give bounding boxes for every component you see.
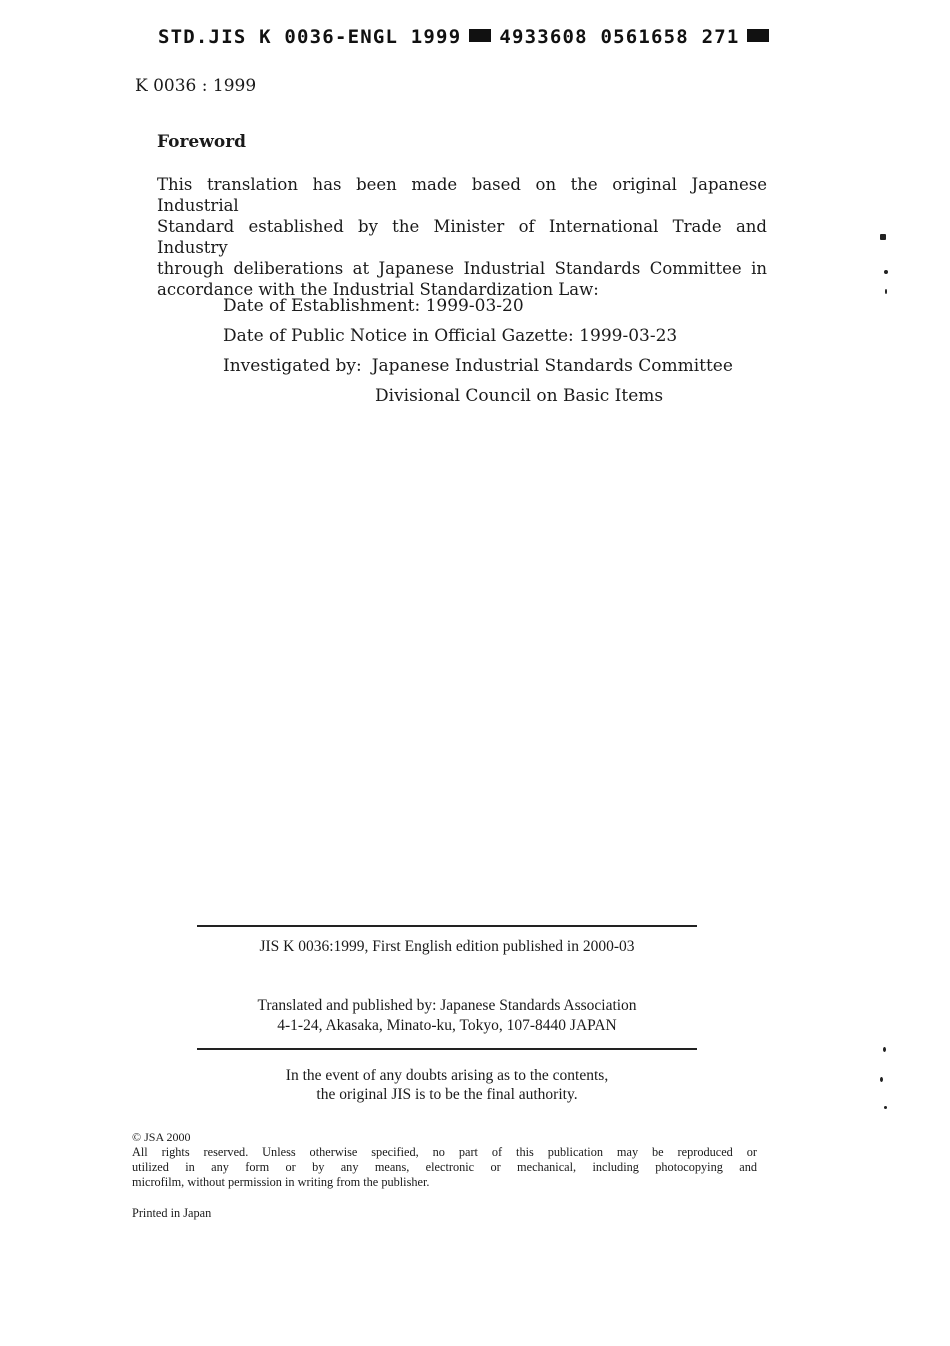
scan-speck — [884, 270, 888, 274]
foreword-line: through deliberations at Japanese Industrial Standards Committee in — [157, 259, 767, 278]
copyright-notice: © JSA 2000 — [132, 1130, 191, 1144]
divider-bottom — [197, 1048, 697, 1050]
investigated-by-council: Divisional Council on Basic Items — [375, 386, 664, 406]
publisher-line-1: Translated and published by: Japanese Standards Association — [257, 997, 637, 1014]
rights-line: microfilm, without permission in writing from the publisher. — [132, 1175, 430, 1189]
authority-note-line-2: the original JIS is to be the final authority. — [316, 1086, 578, 1103]
rights-line: All rights reserved. Unless otherwise specified, no part of this publication may be reproduced or — [132, 1145, 757, 1159]
printed-in: Printed in Japan — [132, 1206, 212, 1220]
scan-speck — [883, 1047, 886, 1052]
scan-speck — [880, 1077, 883, 1082]
publisher-address: 4-1-24, Akasaka, Minato-ku, Tokyo, 107-8440 JAPAN — [277, 1017, 617, 1034]
stamp-block-mark — [469, 29, 491, 42]
rights-statement — [132, 1145, 757, 1190]
date-of-public-notice: Date of Public Notice in Official Gazette: 1999-03-23 — [223, 326, 678, 346]
document-number: K 0036 : 1999 — [135, 76, 257, 96]
foreword-line: This translation has been made based on the original Japanese Industrial — [157, 175, 767, 215]
divider-top — [197, 925, 697, 927]
scan-speck — [885, 289, 887, 294]
foreword-line: accordance with the Industrial Standardization Law: — [157, 280, 599, 299]
authority-note-line-1: In the event of any doubts arising as to the contents, — [285, 1067, 609, 1084]
stamp-block-mark — [747, 29, 769, 42]
investigated-by-label: Investigated by: — [223, 356, 362, 376]
stamp-left: STD.JIS K 0036-ENGL 1999 — [158, 26, 462, 48]
rights-line: utilized in any form or by any means, electronic or mechanical, including photocopying and — [132, 1160, 757, 1174]
foreword-line: Standard established by the Minister of International Trade and Industry — [157, 217, 767, 257]
foreword-paragraph — [157, 174, 767, 300]
date-of-establishment: Date of Establishment: 1999-03-20 — [223, 296, 524, 316]
scan-speck — [880, 234, 886, 240]
scan-speck — [884, 1106, 887, 1109]
investigated-by — [223, 356, 733, 376]
header-stamp — [158, 26, 777, 48]
edition-statement: JIS K 0036:1999, First English edition published in 2000-03 — [259, 938, 635, 955]
stamp-right: 4933608 0561658 271 — [499, 26, 740, 48]
investigated-by-committee: Japanese Industrial Standards Committee — [371, 356, 733, 376]
foreword-heading: Foreword — [157, 132, 247, 152]
